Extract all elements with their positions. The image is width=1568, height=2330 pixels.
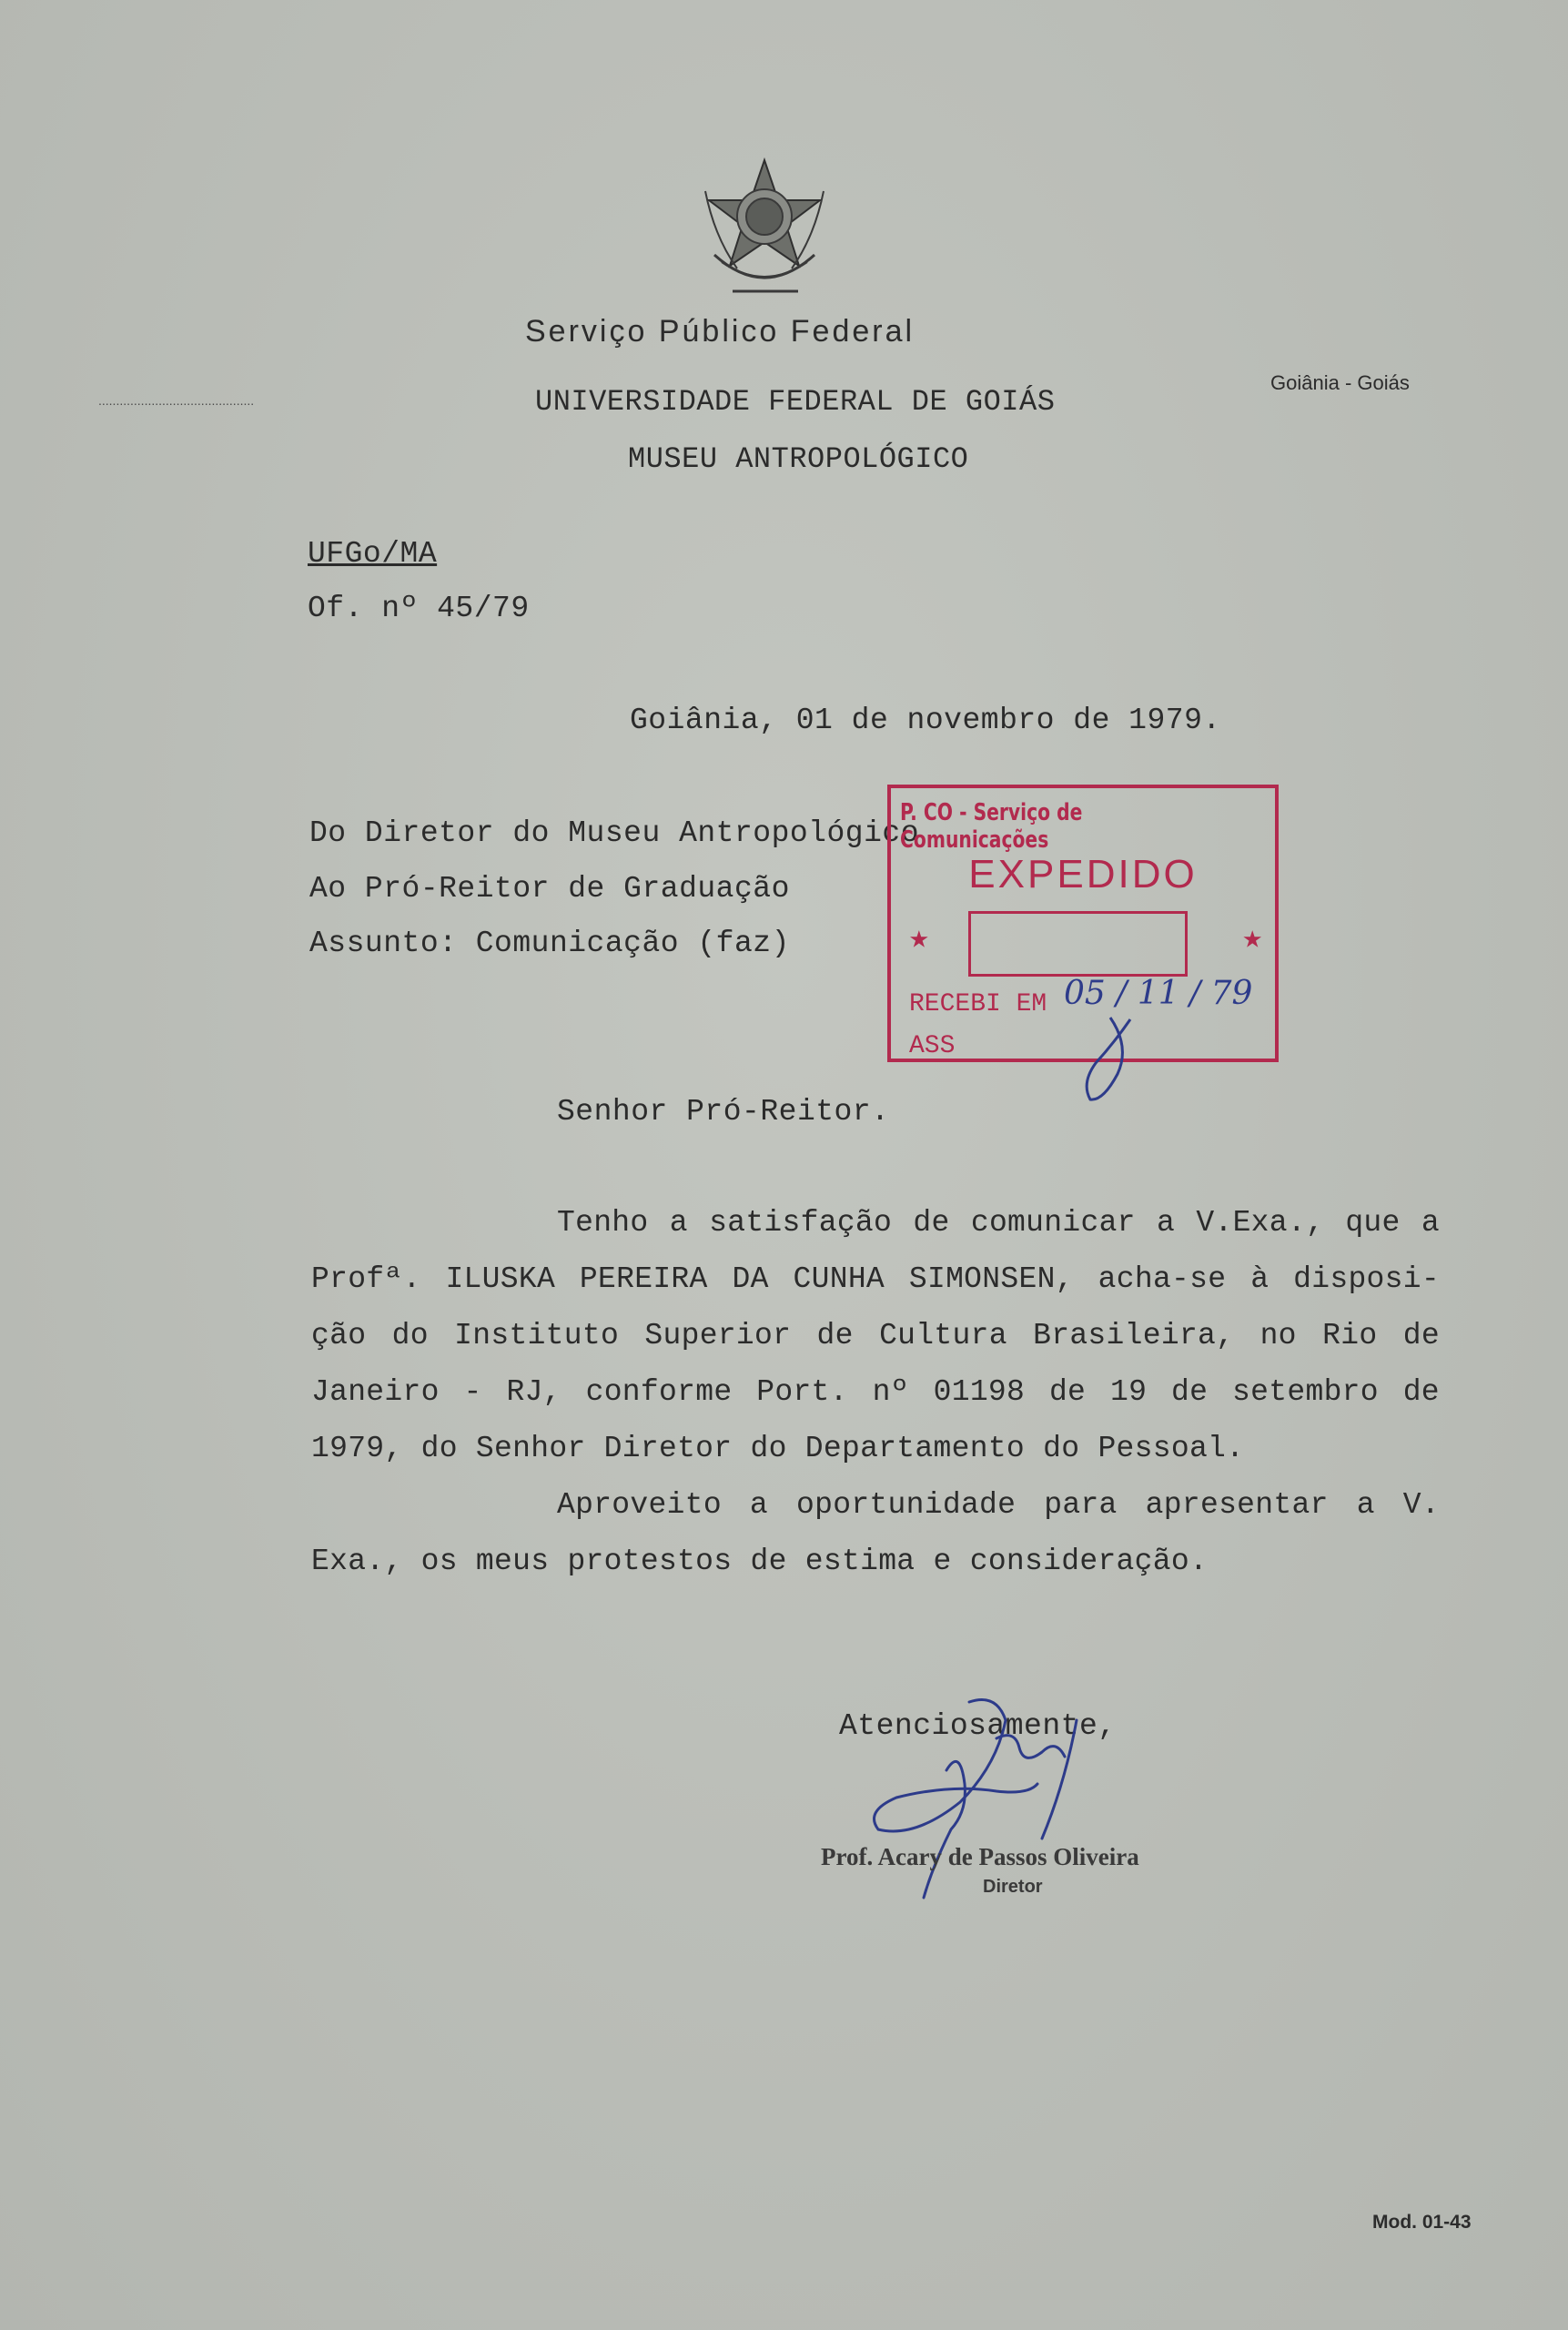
word: para xyxy=(1044,1488,1118,1522)
word: ILUSKA xyxy=(445,1262,556,1296)
word: 01198 xyxy=(933,1375,1026,1409)
stamp-top-line: P. CO - Serviço de Comunicações xyxy=(900,799,1083,854)
word: que xyxy=(1345,1206,1401,1240)
form-code: Mod. 01-43 xyxy=(1372,2212,1472,2233)
word: acha-se xyxy=(1098,1262,1227,1296)
body-line-3 xyxy=(311,1319,1440,1352)
word: V. xyxy=(1402,1488,1440,1522)
stamp-blank-box xyxy=(968,911,1188,977)
word: Tenho xyxy=(557,1206,649,1240)
body-line-4 xyxy=(311,1375,1440,1409)
header-museum: MUSEU ANTROPOLÓGICO xyxy=(628,442,969,476)
word: de xyxy=(1402,1319,1440,1352)
stamp-signature-label: ASS xyxy=(909,1032,956,1060)
stamp-initials-signature xyxy=(1074,1010,1147,1110)
word: nº xyxy=(872,1375,909,1409)
word: Superior xyxy=(644,1319,792,1352)
word: de xyxy=(816,1319,854,1352)
word: Cultura xyxy=(879,1319,1007,1352)
word: Aproveito xyxy=(557,1488,722,1522)
word: Profª. xyxy=(311,1262,421,1296)
date-line: Goiânia, 01 de novembro de 1979. xyxy=(630,704,1221,737)
word: do xyxy=(391,1319,429,1352)
reference-number: Of. nº 45/79 xyxy=(308,592,530,625)
body-line-2 xyxy=(311,1262,1440,1296)
closing: Atenciosamente, xyxy=(839,1709,1117,1743)
stamp-received-date: 05 / 11 / 79 xyxy=(1064,975,1253,1012)
header-city: Goiânia - Goiás xyxy=(1270,371,1410,394)
word: oportunidade xyxy=(796,1488,1017,1522)
word: a xyxy=(1157,1206,1176,1240)
word: disposi- xyxy=(1293,1262,1440,1296)
word: PEREIRA xyxy=(579,1262,708,1296)
word: RJ, xyxy=(506,1375,561,1409)
word: comunicar xyxy=(970,1206,1136,1240)
word: conforme xyxy=(585,1375,733,1409)
word: Rio xyxy=(1322,1319,1378,1352)
star-icon: ★ xyxy=(909,920,929,957)
word: V.Exa., xyxy=(1196,1206,1325,1240)
stamp-expedido: EXPEDIDO xyxy=(968,852,1198,897)
word: - xyxy=(463,1375,482,1409)
word: à xyxy=(1250,1262,1270,1296)
body-line-5: 1979, do Senhor Diretor do Departamento do Pessoal. xyxy=(311,1432,1245,1465)
stamp-received-label: RECEBI EM xyxy=(909,990,1047,1018)
word: Brasileira, xyxy=(1033,1319,1235,1352)
word: Instituto xyxy=(454,1319,620,1352)
body-line-7: Exa., os meus protestos de estima e consideração. xyxy=(311,1545,1209,1578)
word: a xyxy=(669,1206,688,1240)
star-icon: ★ xyxy=(1242,920,1262,957)
word: Janeiro xyxy=(311,1375,440,1409)
word: de xyxy=(1402,1375,1440,1409)
signer-title: Diretor xyxy=(983,1877,1043,1897)
word: Port. xyxy=(756,1375,848,1409)
header-university: UNIVERSIDADE FEDERAL DE GOIÁS xyxy=(535,385,1056,419)
routing-subject: Assunto: Comunicação (faz) xyxy=(309,927,790,960)
word: de xyxy=(1171,1375,1209,1409)
word: setembro xyxy=(1232,1375,1379,1409)
body-line-6 xyxy=(557,1488,1440,1522)
routing-from: Do Diretor do Museu Antropológico xyxy=(309,816,920,850)
coat-of-arms-emblem xyxy=(696,155,833,308)
header-service-line: Serviço Público Federal xyxy=(525,314,916,349)
word: a xyxy=(749,1488,769,1522)
header-dotted-line: ............................................ xyxy=(98,393,255,408)
word: satisfação xyxy=(709,1206,893,1240)
word: de xyxy=(913,1206,950,1240)
word: 19 xyxy=(1109,1375,1148,1409)
word: SIMONSEN, xyxy=(908,1262,1074,1296)
salutation: Senhor Pró-Reitor. xyxy=(557,1095,890,1129)
word: no xyxy=(1259,1319,1297,1352)
word: a xyxy=(1356,1488,1375,1522)
word: apresentar xyxy=(1145,1488,1329,1522)
word: de xyxy=(1048,1375,1087,1409)
word: a xyxy=(1421,1206,1440,1240)
routing-to: Ao Pró-Reitor de Graduação xyxy=(309,872,790,906)
word: ção xyxy=(311,1319,367,1352)
word: DA xyxy=(732,1262,769,1296)
body-line-1 xyxy=(557,1206,1440,1240)
reference-code: UFGo/MA xyxy=(308,537,438,571)
signer-name: Prof. Acary de Passos Oliveira xyxy=(821,1843,1139,1870)
word: CUNHA xyxy=(793,1262,885,1296)
